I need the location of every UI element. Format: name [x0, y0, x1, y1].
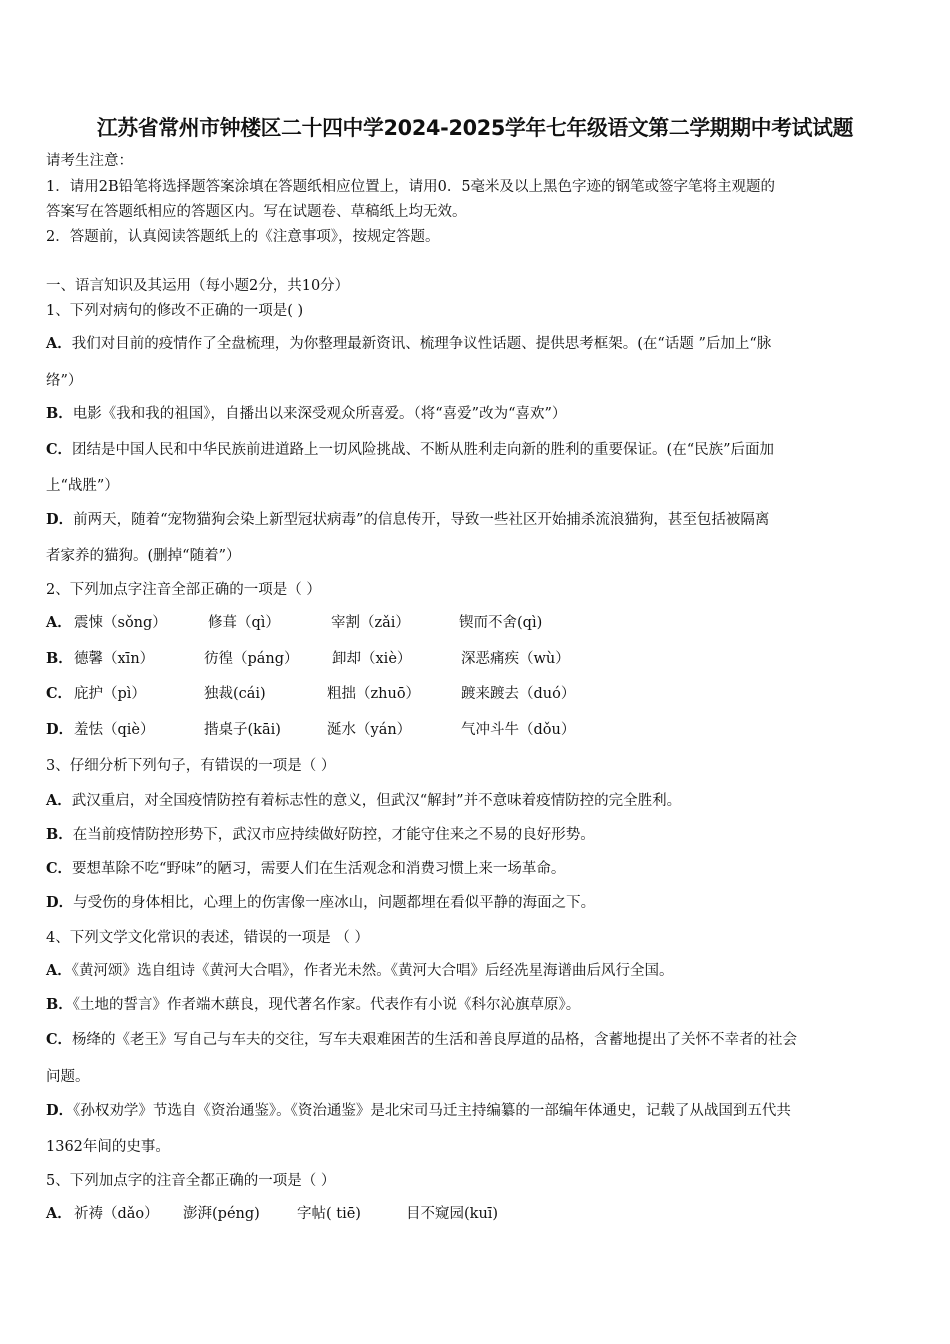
question-4-option-d-cont: 1362年间的史事。: [46, 1139, 170, 1155]
question-4-option-d: [46, 1101, 791, 1121]
option-label: A．: [46, 962, 72, 979]
option-term: 震悚（sǒng）: [74, 615, 167, 631]
question-2-stem: 2、下列加点字注音全部正确的一项是（ ）: [46, 582, 321, 598]
option-label: D．: [46, 894, 74, 911]
question-4-option-c-cont: 问题。: [46, 1069, 90, 1085]
option-label: A．: [46, 792, 72, 809]
option-term: 彷徨（páng）: [204, 651, 299, 667]
notice-item-2: 2．答题前，认真阅读答题纸上的《注意事项》，按规定答题。: [46, 229, 440, 245]
option-term: 祈祷（dǎo）: [74, 1206, 159, 1222]
option-text: 《土地的誓言》作者端木蕻良，现代著名作家。代表作有小说《科尔沁旗草原》。: [72, 997, 581, 1013]
question-3-option-c: [46, 859, 565, 879]
question-3-option-d: [46, 893, 595, 913]
option-text: 武汉重启，对全国疫情防控有着标志性的意义，但武汉“解封”并不意味着疫情防控的完全胜利。: [71, 793, 682, 809]
option-label: B．: [46, 405, 73, 422]
question-1-option-b: [46, 404, 566, 424]
option-text: 电影《我和我的祖国》，自播出以来深受观众所喜爱。（将“喜爱”改为“喜欢”）: [72, 406, 567, 422]
option-term: 德馨（xīn）: [74, 651, 155, 667]
question-1-option-c: [46, 440, 774, 460]
option-label: B．: [46, 996, 73, 1013]
notice-item-1-line-1: 1．请用2B铅笔将选择题答案涂填在答题纸相应位置上，请用0．5毫米及以上黑色字迹的钢笔或签字笔将主观题的: [46, 179, 776, 195]
option-term: 目不窥园(kuī): [406, 1206, 499, 1222]
option-term: 锲而不舍(qì): [459, 615, 543, 631]
option-label: C．: [46, 860, 73, 877]
option-term: 字帖( tiē): [297, 1206, 361, 1222]
question-4-option-c: [46, 1030, 797, 1050]
option-text: 与受伤的身体相比，心理上的伤害像一座冰山，问题都埋在看似平静的海面之下。: [73, 895, 596, 911]
option-label: B．: [46, 826, 73, 843]
option-label: A．: [46, 614, 72, 631]
option-label: B．: [46, 650, 73, 667]
question-1-option-d-cont: 者家养的猫狗。(删掉“随着”）: [46, 548, 241, 564]
option-term: 卸却（xiè）: [332, 651, 412, 667]
notice-item-1-line-2: 答案写在答题纸相应的答题区内。写在试题卷、草稿纸上均无效。: [46, 204, 467, 220]
section-heading: 一、语言知识及其运用（每小题2分，共10分）: [46, 278, 350, 294]
question-4-stem: 4、下列文学文化常识的表述，错误的一项是 （ ）: [46, 930, 369, 946]
option-text: 杨绛的《老王》写自己与车夫的交往，写车夫艰难困苦的生活和善良厚道的品格，含蓄地提出了关怀不幸者的社会: [72, 1032, 798, 1048]
option-term: 独裁(cái): [204, 686, 266, 702]
question-1-stem: 1、下列对病句的修改不正确的一项是( ): [46, 303, 304, 319]
option-term: 涎水（yán）: [327, 722, 412, 738]
option-label: D．: [46, 1102, 74, 1119]
option-label: C．: [46, 685, 73, 702]
option-term: 气冲斗牛（dǒu）: [461, 722, 576, 738]
option-term: 踱来踱去（duó）: [461, 686, 576, 702]
option-term: 深恶痛疾（wù）: [461, 651, 570, 667]
question-4-option-a: [46, 961, 674, 981]
option-text: 前两天，随着“宠物猫狗会染上新型冠状病毒”的信息传开，导致一些社区开始捕杀流浪猫狗，甚至包括被隔离: [73, 512, 770, 528]
question-1-option-d: [46, 510, 769, 530]
option-label: A．: [46, 1205, 72, 1222]
option-term: 庇护（pì）: [74, 686, 146, 702]
question-3-stem: 3、仔细分析下列句子，有错误的一项是（ ）: [46, 758, 336, 774]
option-term: 羞怯（qiè）: [74, 722, 155, 738]
notice-heading: 请考生注意：: [46, 153, 133, 169]
option-term: 澎湃(péng): [183, 1206, 260, 1222]
option-term: 揩桌子(kāi): [204, 722, 281, 738]
question-5-stem: 5、下列加点字的注音全都正确的一项是（ ）: [46, 1173, 336, 1189]
option-text: 要想革除不吃“野味”的陋习，需要人们在生活观念和消费习惯上来一场革命。: [72, 861, 566, 877]
question-1-option-a-cont: 络”）: [46, 373, 83, 389]
question-3-option-a: [46, 791, 681, 811]
option-term: 宰割（zǎi）: [331, 615, 410, 631]
option-term: 粗拙（zhuō）: [327, 686, 421, 702]
option-label: A．: [46, 335, 72, 352]
question-4-option-b: [46, 995, 580, 1015]
question-1-option-c-cont: 上“战胜”）: [46, 478, 119, 494]
option-text: 我们对目前的疫情作了全盘梳理，为你整理最新资讯、梳理争议性话题、提供思考框架。(在“话题 ”后加上“脉: [71, 336, 772, 352]
option-label: D．: [46, 721, 74, 738]
option-label: D．: [46, 511, 74, 528]
option-text: 《孙权劝学》节选自《资治通鉴》。《资治通鉴》是北宋司马迁主持编纂的一部编年体通史，记载了从战国到五代共: [73, 1103, 791, 1119]
question-3-option-b: [46, 825, 595, 845]
option-text: 在当前疫情防控形势下，武汉市应持续做好防控，才能守住来之不易的良好形势。: [72, 827, 595, 843]
option-label: C．: [46, 441, 73, 458]
question-1-option-a: [46, 334, 771, 354]
option-label: C．: [46, 1031, 73, 1048]
option-term: 修葺（qì）: [208, 615, 280, 631]
option-text: 《黄河颂》选自组诗《黄河大合唱》，作者光未然。《黄河大合唱》后经冼星海谱曲后风行全国。: [71, 963, 674, 979]
exam-title: 江苏省常州市钟楼区二十四中学2024-2025学年七年级语文第二学期期中考试试题: [96, 116, 854, 140]
option-text: 团结是中国人民和中华民族前进道路上一切风险挑战、不断从胜利走向新的胜利的重要保证。(在“民族”后面加: [72, 442, 775, 458]
